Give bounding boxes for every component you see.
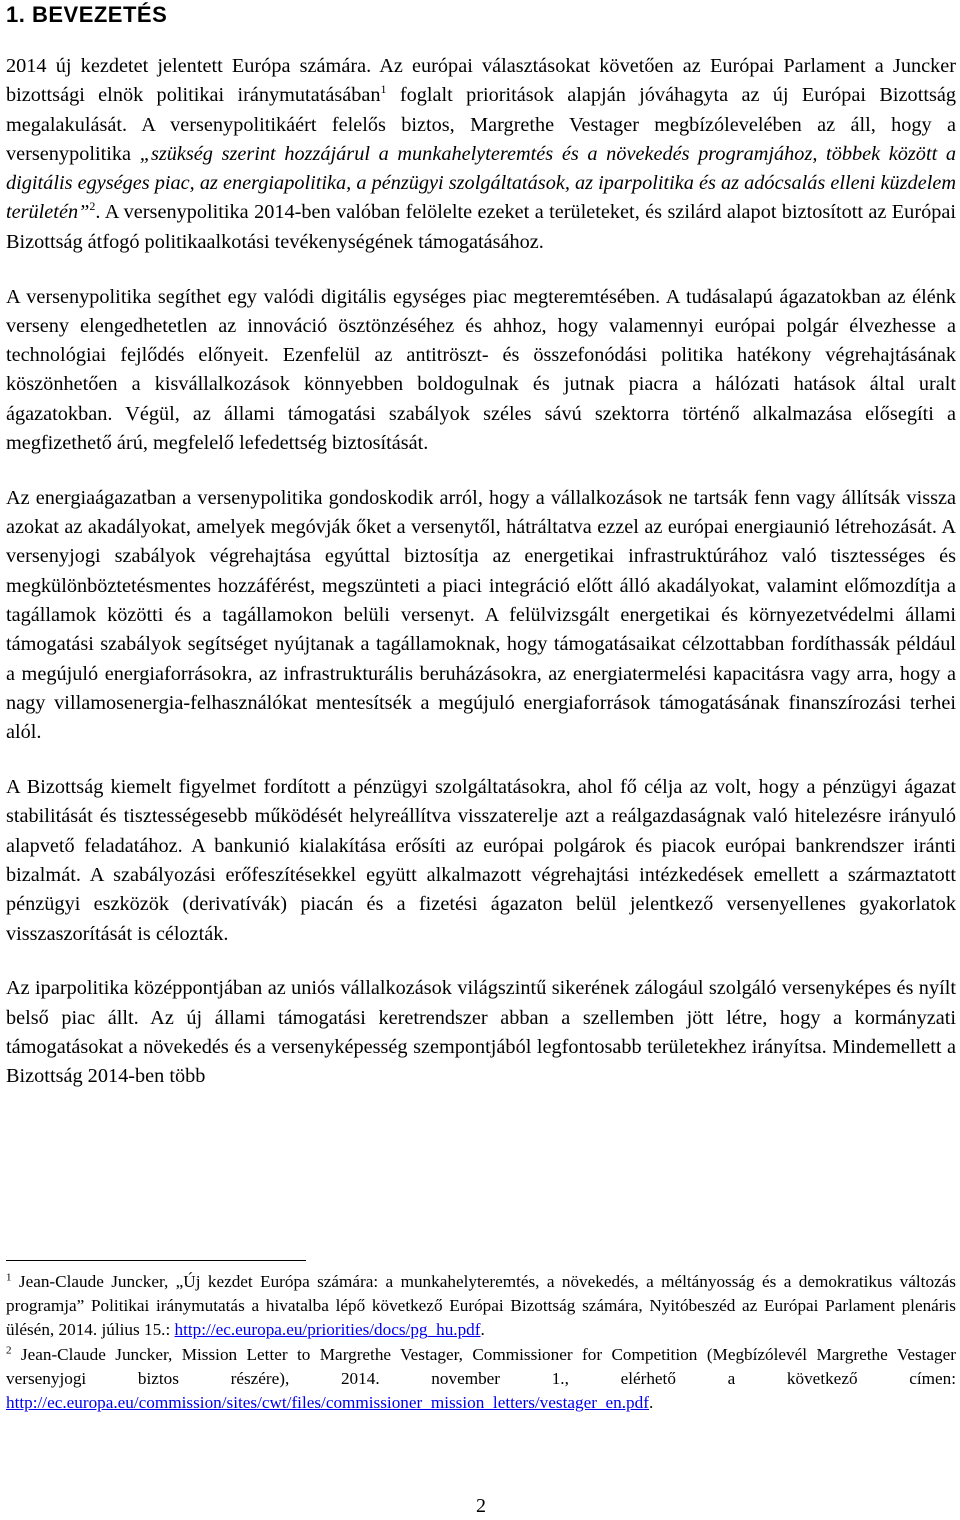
page-number: 2: [476, 1495, 486, 1517]
paragraph-energy: Az energiaágazatban a versenypolitika gondoskodik arról, hogy a vállalkozások ne tartsák fenn vagy állítsák vissza azokat az akadályokat, amelyek megóvják őket a versenytől, hátráltatva ezzel az európai energiaunió létrehozását. A versenyjogi szabályok végrehajtása egyúttal biztosítja az energetikai infrastruktúrához való tisztességes és megkülönböztetésmentes hozzáférést, megszünteti a piaci integráció előtt álló akadályokat, valamint előmozdítja a tagállamok közötti és a tagállamokon belüli versenyt. A felülvizsgált energetikai és környezetvédelmi állami támogatási szabályok segítséget nyújtanak a tagállamoknak, hogy támogatásaikat célzottabban fordíthassák például a megújuló energiaforrásokra, az infrastrukturális beruházásokra, az energiatermelési kapacitásra vagy arra, hogy a nagy villamosenergia-felhasználókat mentesítsék a megújuló energiaforrások támogatásának finanszírozási terhei alól.: [6, 486, 956, 744]
footnote-ref-1[interactable]: 1: [380, 82, 387, 97]
paragraph-text: foglalt prioritások alapján jóváhagyta az új Európai Bizottság megalakulását. A versenypolitikáért felelős biztos, Margrethe Vestager megbízólevelében az áll, hogy a versenypolitika: [6, 84, 957, 165]
paragraph-text: 2014 új kezdetet jelentett Európa számára. Az európai választásokat követően az Európai Parlament a Juncker bizottsági elnök politikai iránymutatásában: [6, 55, 956, 107]
paragraph-industry: Az iparpolitika középpontjában az uniós vállalkozások világszintű sikerének zálogául szolgáló versenyképes és nyílt belső piac állt. Az új állami támogatási keretrendszer abban a szellemben jött létre, hogy a kormányzati támogatásokat a növekedés és a versenyképesség szempontjából legfontosabb területekhez irányítsa. Mindemellett a Bizottság 2014-ben több: [6, 977, 956, 1088]
footnote-punct: .: [480, 1320, 485, 1340]
footnote-link[interactable]: http://ec.europa.eu/priorities/docs/pg_hu.pdf: [174, 1320, 481, 1340]
footnote-ref-2[interactable]: 2: [89, 199, 96, 214]
footnote-number: 1: [6, 1271, 12, 1284]
footnote-link[interactable]: http://ec.europa.eu/commission/sites/cwt/files/commissioner_mission_letters/vestager_en.pdf: [6, 1393, 649, 1413]
footnote-punct: .: [648, 1393, 654, 1413]
footnote-text: Jean-Claude Juncker, „Új kezdet Európa számára: a munkahelyteremtés, a növekedés, a méltányosság és a demokratikus változás programja” Politikai iránymutatás a hivatalba lépő következő Európai Bizottság számára, Nyitóbeszéd az Európai Parlament plenáris ülésén, 2014. július 15.:: [6, 1272, 956, 1340]
footnote-text: Jean-Claude Juncker, Mission Letter to Margrethe Vestager, Commissioner for Competition (Megbízólevél Margrethe Vestager versenyjogi biztos részére), 2014. november 1., elérhető a következő címen:: [6, 1344, 956, 1388]
paragraph-text: . A versenypolitika 2014-ben valóban felölelte ezeket a területeket, és szilárd alapot biztosított az Európai Bizottság átfogó politikaalkotási tevékenységének támogatásához.: [6, 201, 956, 253]
footnote-2: [6, 1343, 956, 1416]
paragraph-intro: [6, 52, 956, 257]
footnote-divider: [6, 1260, 306, 1261]
body-text: [6, 52, 956, 1092]
footnote-number: 2: [6, 1343, 12, 1356]
footnote-1: [6, 1270, 956, 1343]
paragraph-digital: A versenypolitika segíthet egy valódi digitális egységes piac megteremtésében. A tudásalapú ágazatokban az élénk verseny elengedhetetlen az innováció ösztönzéséhez és ahhoz, hogy valamennyi európai polgár élvezhesse a technológiai fejlődés előnyeit. Ezenfelül az antitröszt- és összefonódási politika hatékony végrehajtásának köszönhetően a kisvállalkozások könnyebben boldogulnak és jutnak piacra a hálózati hatások által uralt ágazatokban. Végül, az állami támogatási szabályok széles sávú szektorra történő alkalmazása elősegíti a megfizethető árú, megfelelő lefedettség biztosítását.: [6, 285, 956, 455]
quote-text: „szükség szerint hozzájárul a munkahelyteremtés és a növekedés programjához, többek között a digitális egységes piac, az energiapolitika, a pénzügyi szolgáltatások, az iparpolitika és az adócsalás elleni küzdelem területén”: [6, 142, 956, 224]
paragraph-financial: A Bizottság kiemelt figyelmet fordított a pénzügyi szolgáltatásokra, ahol fő célja az volt, hogy a pénzügyi ágazat stabilitását és tisztességesebb működését helyreállítva visszaterelje azt a reálgazdaságnak való hitelezésre irányuló alapvető feladatához. A bankunió kialakítása erősíti az európai polgárok és piacok európai bankrendszer iránti bizalmát. A szabályozási erőfeszítésekkel együtt alkalmazott végrehajtási intézkedések emellett a származtatott pénzügyi eszközök (derivatívák) piacán és a fizetési ágazaton belül jelentkező versenyellenes gyakorlatok visszaszorítását is célozták.: [6, 776, 956, 945]
section-heading: 1. BEVEZETÉS: [6, 2, 168, 27]
footnotes: [6, 1270, 956, 1415]
